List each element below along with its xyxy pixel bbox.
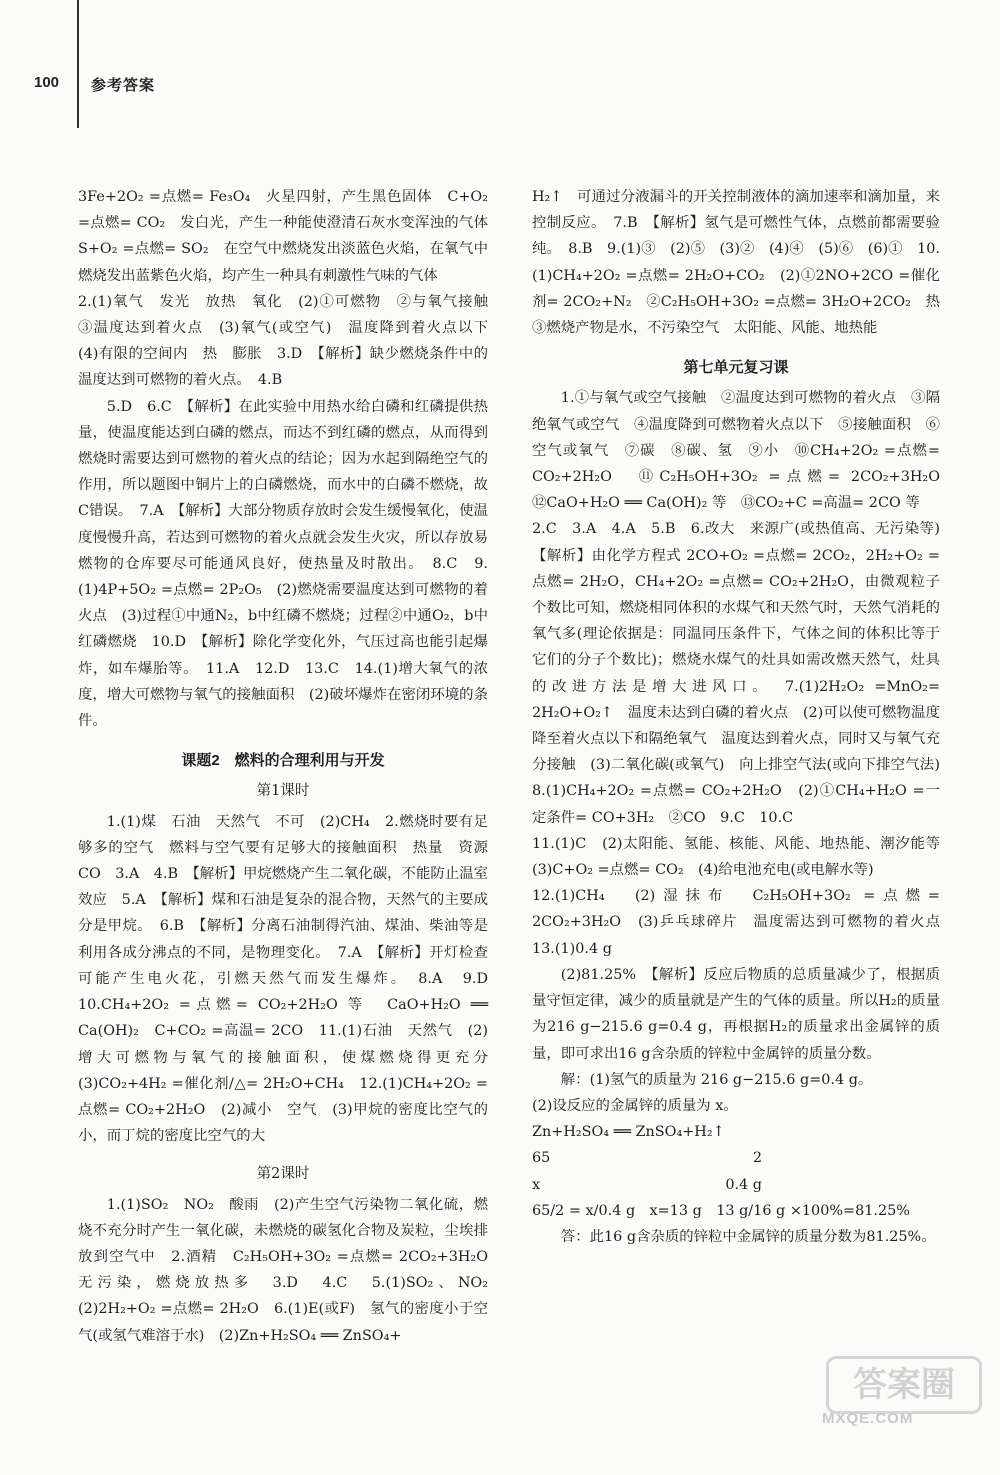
- equation-line: Zn+H₂SO₄ ══ ZnSO₄+H₂↑: [532, 1124, 725, 1141]
- header-divider: [77, 0, 79, 128]
- page-header: [0, 0, 1000, 130]
- answer-conclusion: 答：此16 g含杂质的锌粒中金属锌的质量分数为81.25%。: [560, 1228, 936, 1245]
- watermark-site: MXQE.COM: [822, 1410, 914, 1427]
- answer-paragraph: 5.D 6.C 【解析】在此实验中用热水给白磷和红磷提供热量，使温度能达到白磷的燃点，而达不到红磷的燃点，从而得到燃烧时需要达到可燃物的着火点的结论；因为水起到隔绝空气的作用，所以题图中铜片上的白磷燃烧，而水中的白磷不燃烧，故C错误。 7.A 【解析】大部分物质存放时会发生缓慢氧化，使温度慢慢升高，若达到可燃物的着火点就会发生火灾，所以存放易燃物的仓库要尽可能通风良好，使热量及时散出。 8.C 9.(1)4P+5O₂ =点燃= 2P₂O₅ (2)燃烧需要温度达到可燃物的着火点 (3)过程①中通N₂，b中红磷不燃烧；过程②中通O₂，b中红磷燃烧 10.D 【解析】除化学变化外，气压过高也能引起爆炸，如车爆胎等。 11.A 12.D 13.C 14.(1)增大氧气的浓度，增大可燃物与氧气的接触面积 (2)破坏爆炸在密闭环境的条件。: [78, 398, 488, 730]
- ratio-value: 65: [532, 1150, 551, 1167]
- answer-paragraph: 2.C 3.A 4.A 5.B 6.改大 来源广(或热值高、无污染等) 【解析】由化学方程式 2CO+O₂ =点燃= 2CO₂，2H₂+O₂ =点燃= 2H₂O，CH₄+2O₂ =点燃= CO₂+2H₂O，由微观粒子个数比可知，燃烧相同体积的水煤气和天然气时，天然气消耗的氧气多(理论依据是：同温同压条件下，气体之间的体积比等于它们的分子个数比)；燃烧水煤气的灶具如需改燃天然气，灶具的改进方法是增大进风口。 7.(1)2H₂O₂ =MnO₂= 2H₂O+O₂↑ 温度未达到白磷的着火点 (2)可以使可燃物温度降至着火点以下和隔绝氧气 温度达到着火点，同时又与氧气充分接触 (3)二氧化碳(或氧气) 向上排空气法(或向下排空气法) 8.(1)CH₄+2O₂ =点燃= CO₂+2H₂O (2)①CH₄+H₂O =一定条件= CO+3H₂ ②CO 9.C 10.C: [532, 521, 955, 826]
- answer-paragraph: H₂↑ 可通过分液漏斗的开关控制液体的滴加速率和滴加量，来控制反应。 7.B 【解析】氢气是可燃性气体，点燃前都需要验纯。 8.B 9.(1)③ (2)⑤ (3)② (4)④ (5)⑥ (6)① 10.(1)CH₄+2O₂ =点燃= 2H₂O+CO₂ (2)①2NO+2CO =催化剂= 2CO₂+N₂ ②C₂H₅OH+3O₂ =点燃= 3H₂O+2CO₂ 热 ③燃烧产物是水，不污染空气 太阳能、风能、地热能: [532, 189, 955, 337]
- calculation-line: 65/2 = x/0.4 g x=13 g 13 g/16 g ×100%=81.25%: [532, 1202, 910, 1219]
- answer-paragraph: 1.(1)SO₂ NO₂ 酸雨 (2)产生空气污染物二氧化硫，燃烧不充分时产生一氧化碳，未燃烧的碳氢化合物及炭粒，尘埃排放到空气中 2.酒精 C₂H₅OH+3O₂ =点燃= 2CO₂+3H₂O 无污染，燃烧放热多 3.D 4.C 5.(1)SO₂、NO₂ (2)2H₂+O₂ =点燃= 2H₂O 6.(1)E(或F) 氢气的密度小于空气(或氢气难溶于水) (2)Zn+H₂SO₄ ══ ZnSO₄+: [78, 1196, 503, 1344]
- answer-paragraph: 2.(1)氧气 发光 放热 氧化 (2)①可燃物 ②与氧气接触 ③温度达到着火点 (3)氧气(或空气) 温度降到着火点以下 (4)有限的空间内 热 膨胀 3.D 【解析】缺少燃烧条件中的温度达到可燃物的着火点。 4.B: [78, 293, 503, 389]
- ratio-value: 2: [752, 1150, 762, 1167]
- answer-paragraph: 11.(1)C (2)太阳能、氢能、核能、风能、地热能、潮汐能等 (3)C+O₂ =点燃= CO₂ (4)给电池充电(或电解水等): [532, 835, 955, 879]
- left-column: [78, 184, 503, 1349]
- section-heading: 课题2 燃料的合理利用与开发: [181, 752, 385, 770]
- answer-paragraph: 1.(1)煤 石油 天然气 不可 (2)CH₄ 2.燃烧时要有足够多的空气 燃料与空气要有足够大的接触面积 热量 资源 CO 3.A 4.B 【解析】甲烷燃烧产生二氧化碳，不能防止温室效应 5.A 【解析】煤和石油是复杂的混合物，天然气的主要成分是甲烷。 6.B 【解析】分离石油制得汽油、煤油、柴油等是利用各成分沸点的不同，是物理变化。 7.A 【解析】开灯检查可能产生电火花，引燃天然气而发生爆炸。 8.A 9.D 10.CH₄+2O₂ =点燃= CO₂+2H₂O 等 CaO+H₂O ══ Ca(OH)₂ C+CO₂ =高温= 2CO 11.(1)石油 天然气 (2)增大可燃物与氧气的接触面积，使煤燃烧得更充分 (3)CO₂+4H₂ =催化剂/△= 2H₂O+CH₄ 12.(1)CH₄+2O₂ =点燃= CO₂+2H₂O (2)减小 空气 (3)甲烷的密度比空气的小，而丁烷的密度比空气的大: [78, 813, 503, 1145]
- answer-paragraph: 12.(1)CH₄ (2)湿抹布 C₂H₅OH+3O₂ =点燃= 2CO₂+3H₂O (3)乒乓球碎片 温度需达到可燃物的着火点 13.(1)0.4 g: [532, 888, 955, 957]
- answer-paragraph: (2)81.25% 【解析】反应后物质的总质量减少了，根据质量守恒定律，减少的质量就是产生的气体的质量。所以H₂的质量为216 g−215.6 g=0.4 g，再根据H₂的质量求出金属锌的质量，即可求出16 g含杂质的锌粒中金属锌的质量分数。: [532, 966, 940, 1062]
- answer-paragraph: 3Fe+2O₂ =点燃= Fe₃O₄ 火星四射，产生黑色固体 C+O₂ =点燃= CO₂ 发白光，产生一种能使澄清石灰水变浑浊的气体 S+O₂ =点燃= SO₂ 在空气中燃烧发出淡蓝色火焰，在氧气中燃烧发出蓝紫色火焰，均产生一种具有刺激性气味的气体: [78, 189, 503, 284]
- answer-paragraph: 1.①与氧气或空气接触 ②温度达到可燃物的着火点 ③隔绝氧气或空气 ④温度降到可燃物着火点以下 ⑤接触面积 ⑥空气或氧气 ⑦碳 ⑧碳、氢 ⑨小 ⑩CH₄+2O₂ =点燃= CO₂+2H₂O ⑪C₂H₅OH+3O₂ =点燃= 2CO₂+3H₂O ⑫CaO+H₂O ══ Ca(OH)₂ 等 ⑬CO₂+C =高温= 2CO 等: [532, 390, 955, 512]
- lesson-heading: 第1课时: [256, 783, 310, 800]
- right-column: [532, 184, 955, 1250]
- section-heading: 第七单元复习课: [683, 359, 789, 377]
- header-title: 参考答案: [91, 77, 156, 94]
- lesson-heading: 第2课时: [256, 1166, 310, 1183]
- ratio-row: [532, 1172, 762, 1198]
- solution-line: 解：(1)氢气的质量为 216 g−215.6 g=0.4 g。: [560, 1071, 873, 1088]
- solution-line: (2)设反应的金属锌的质量为 x。: [532, 1097, 738, 1114]
- ratio-row: [532, 1145, 762, 1171]
- page-number: 100: [34, 74, 60, 91]
- ratio-value: 0.4 g: [725, 1176, 762, 1193]
- watermark-badge: 答案圈: [826, 1356, 982, 1414]
- ratio-value: x: [532, 1176, 541, 1193]
